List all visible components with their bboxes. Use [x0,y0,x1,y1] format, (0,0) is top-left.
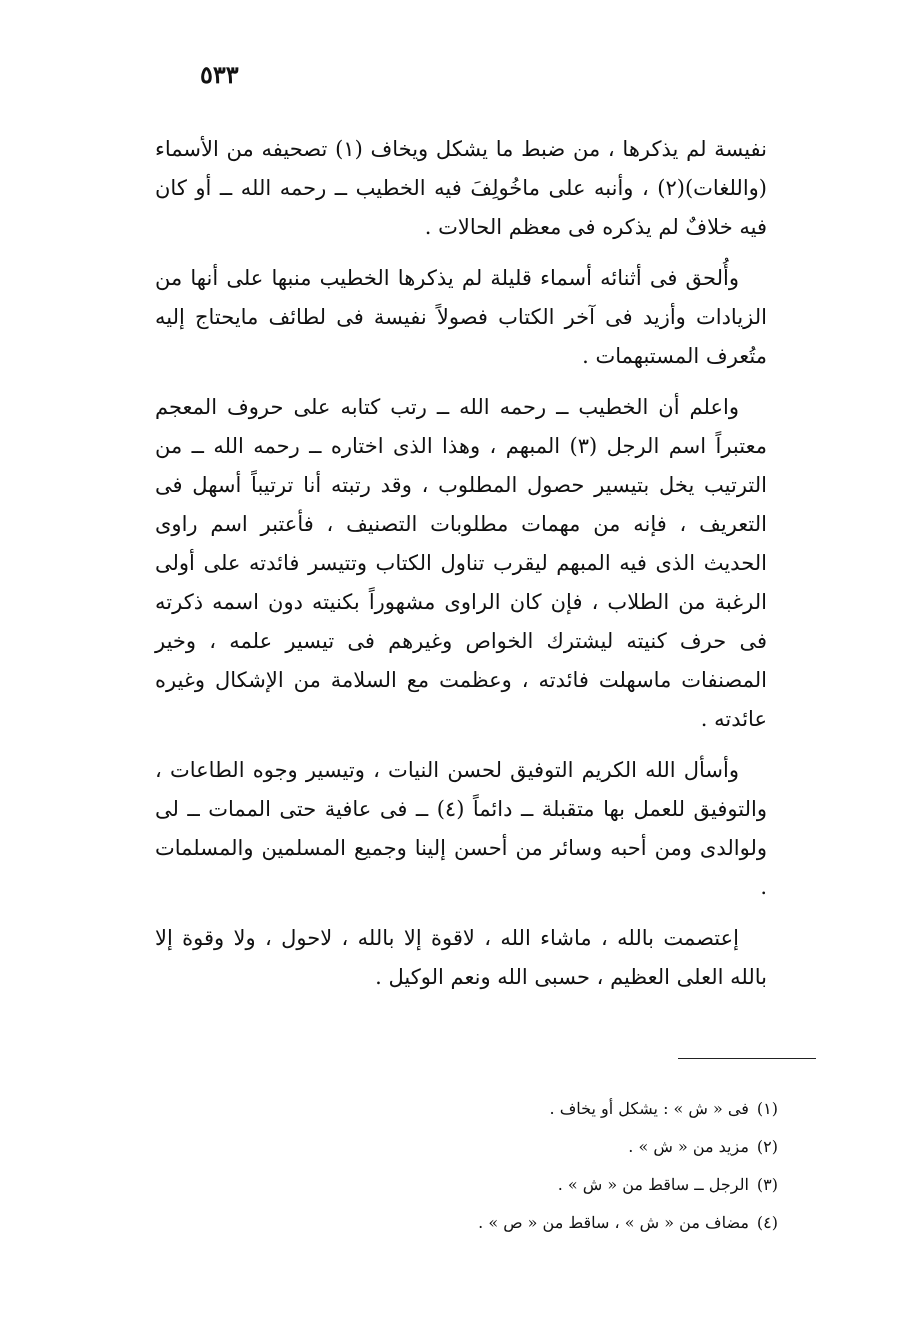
paragraph-1: نفيسة لم يذكرها ، من ضبط ما يشكل ويخاف (١) تصحيفه من الأسماء (واللغات)(٢) ، وأنبه على ماخُولِفَ فيه الخطيب ــ رحمه الله ــ أو كان فيه خلافٌ لم يذكره فى معظم الحالات . [155,137,767,239]
paragraph-3: واعلم أن الخطيب ــ رحمه الله ــ رتب كتابه على حروف المعجم معتبراً اسم الرجل (٣) المبهم ، وهذا الذى اختاره ــ رحمه الله ــ من الترتيب يخل بتيسير حصول المطلوب ، وقد رتبته أنا ترتيباً أسهل فى التعريف ، فإنه من مهمات مطلوبات التصنيف ، فأعتبر اسم راوى الحديث الذى فيه المبهم ليقرب تناول الكتاب وتتيسر فائدته على أولى الرغبة من الطلاب ، فإن كان الراوى مشهوراً بكنيته دون اسمه ذكرته فى حرف كنيته ليشترك الخواص وغيرهم فى تيسير علمه ، وخير المصنفات ماسهلت فائدته ، وعظمت مع السلامة من الإشكال وغيره عائدته . [155,395,767,731]
footnote-number: (١) [756,1099,778,1118]
paragraph-2: وأُلحق فى أثنائه أسماء قليلة لم يذكرها الخطيب منبها على أنها من الزيادات وأزيد فى آخر الكتاب فصولاً نفيسة فى لطائف مايحتاج إليه متُعرف المستبهمات . [155,266,767,368]
footnote-text: الرجل ــ ساقط من « ش » . [557,1175,749,1194]
main-text [155,130,767,997]
footnote-number: (٣) [756,1175,778,1194]
footnote-text: فى « ش » : يشكل أو يخاف . [549,1099,749,1118]
footnote-3 [358,1166,778,1204]
paragraph-4: وأسأل الله الكريم التوفيق لحسن النيات ، وتيسير وجوه الطاعات ، والتوفيق للعمل بها متقبلة ــ دائماً (٤) ــ فى عافية حتى الممات ــ لى ولوالدى ومن أحبه وسائر من أحسن إلينا وجميع المسلمين والمسلمات . [155,758,767,899]
footnote-4 [358,1204,778,1242]
footnote-number: (٢) [756,1137,778,1156]
page-number: ٥٣٣ [200,60,239,89]
footnotes [358,1090,778,1242]
footnote-text: مضاف من « ش » ، ساقط من « ص » . [478,1213,749,1232]
footnote-divider [678,1058,816,1059]
footnote-2 [358,1128,778,1166]
footnote-number: (٤) [756,1213,778,1232]
footnote-1 [358,1090,778,1128]
paragraph-5: إعتصمت بالله ، ماشاء الله ، لاقوة إلا بالله ، لاحول ، ولا وقوة إلا بالله العلى العظيم ، حسبى الله ونعم الوكيل . [155,926,767,989]
footnote-text: مزيد من « ش » . [628,1137,749,1156]
